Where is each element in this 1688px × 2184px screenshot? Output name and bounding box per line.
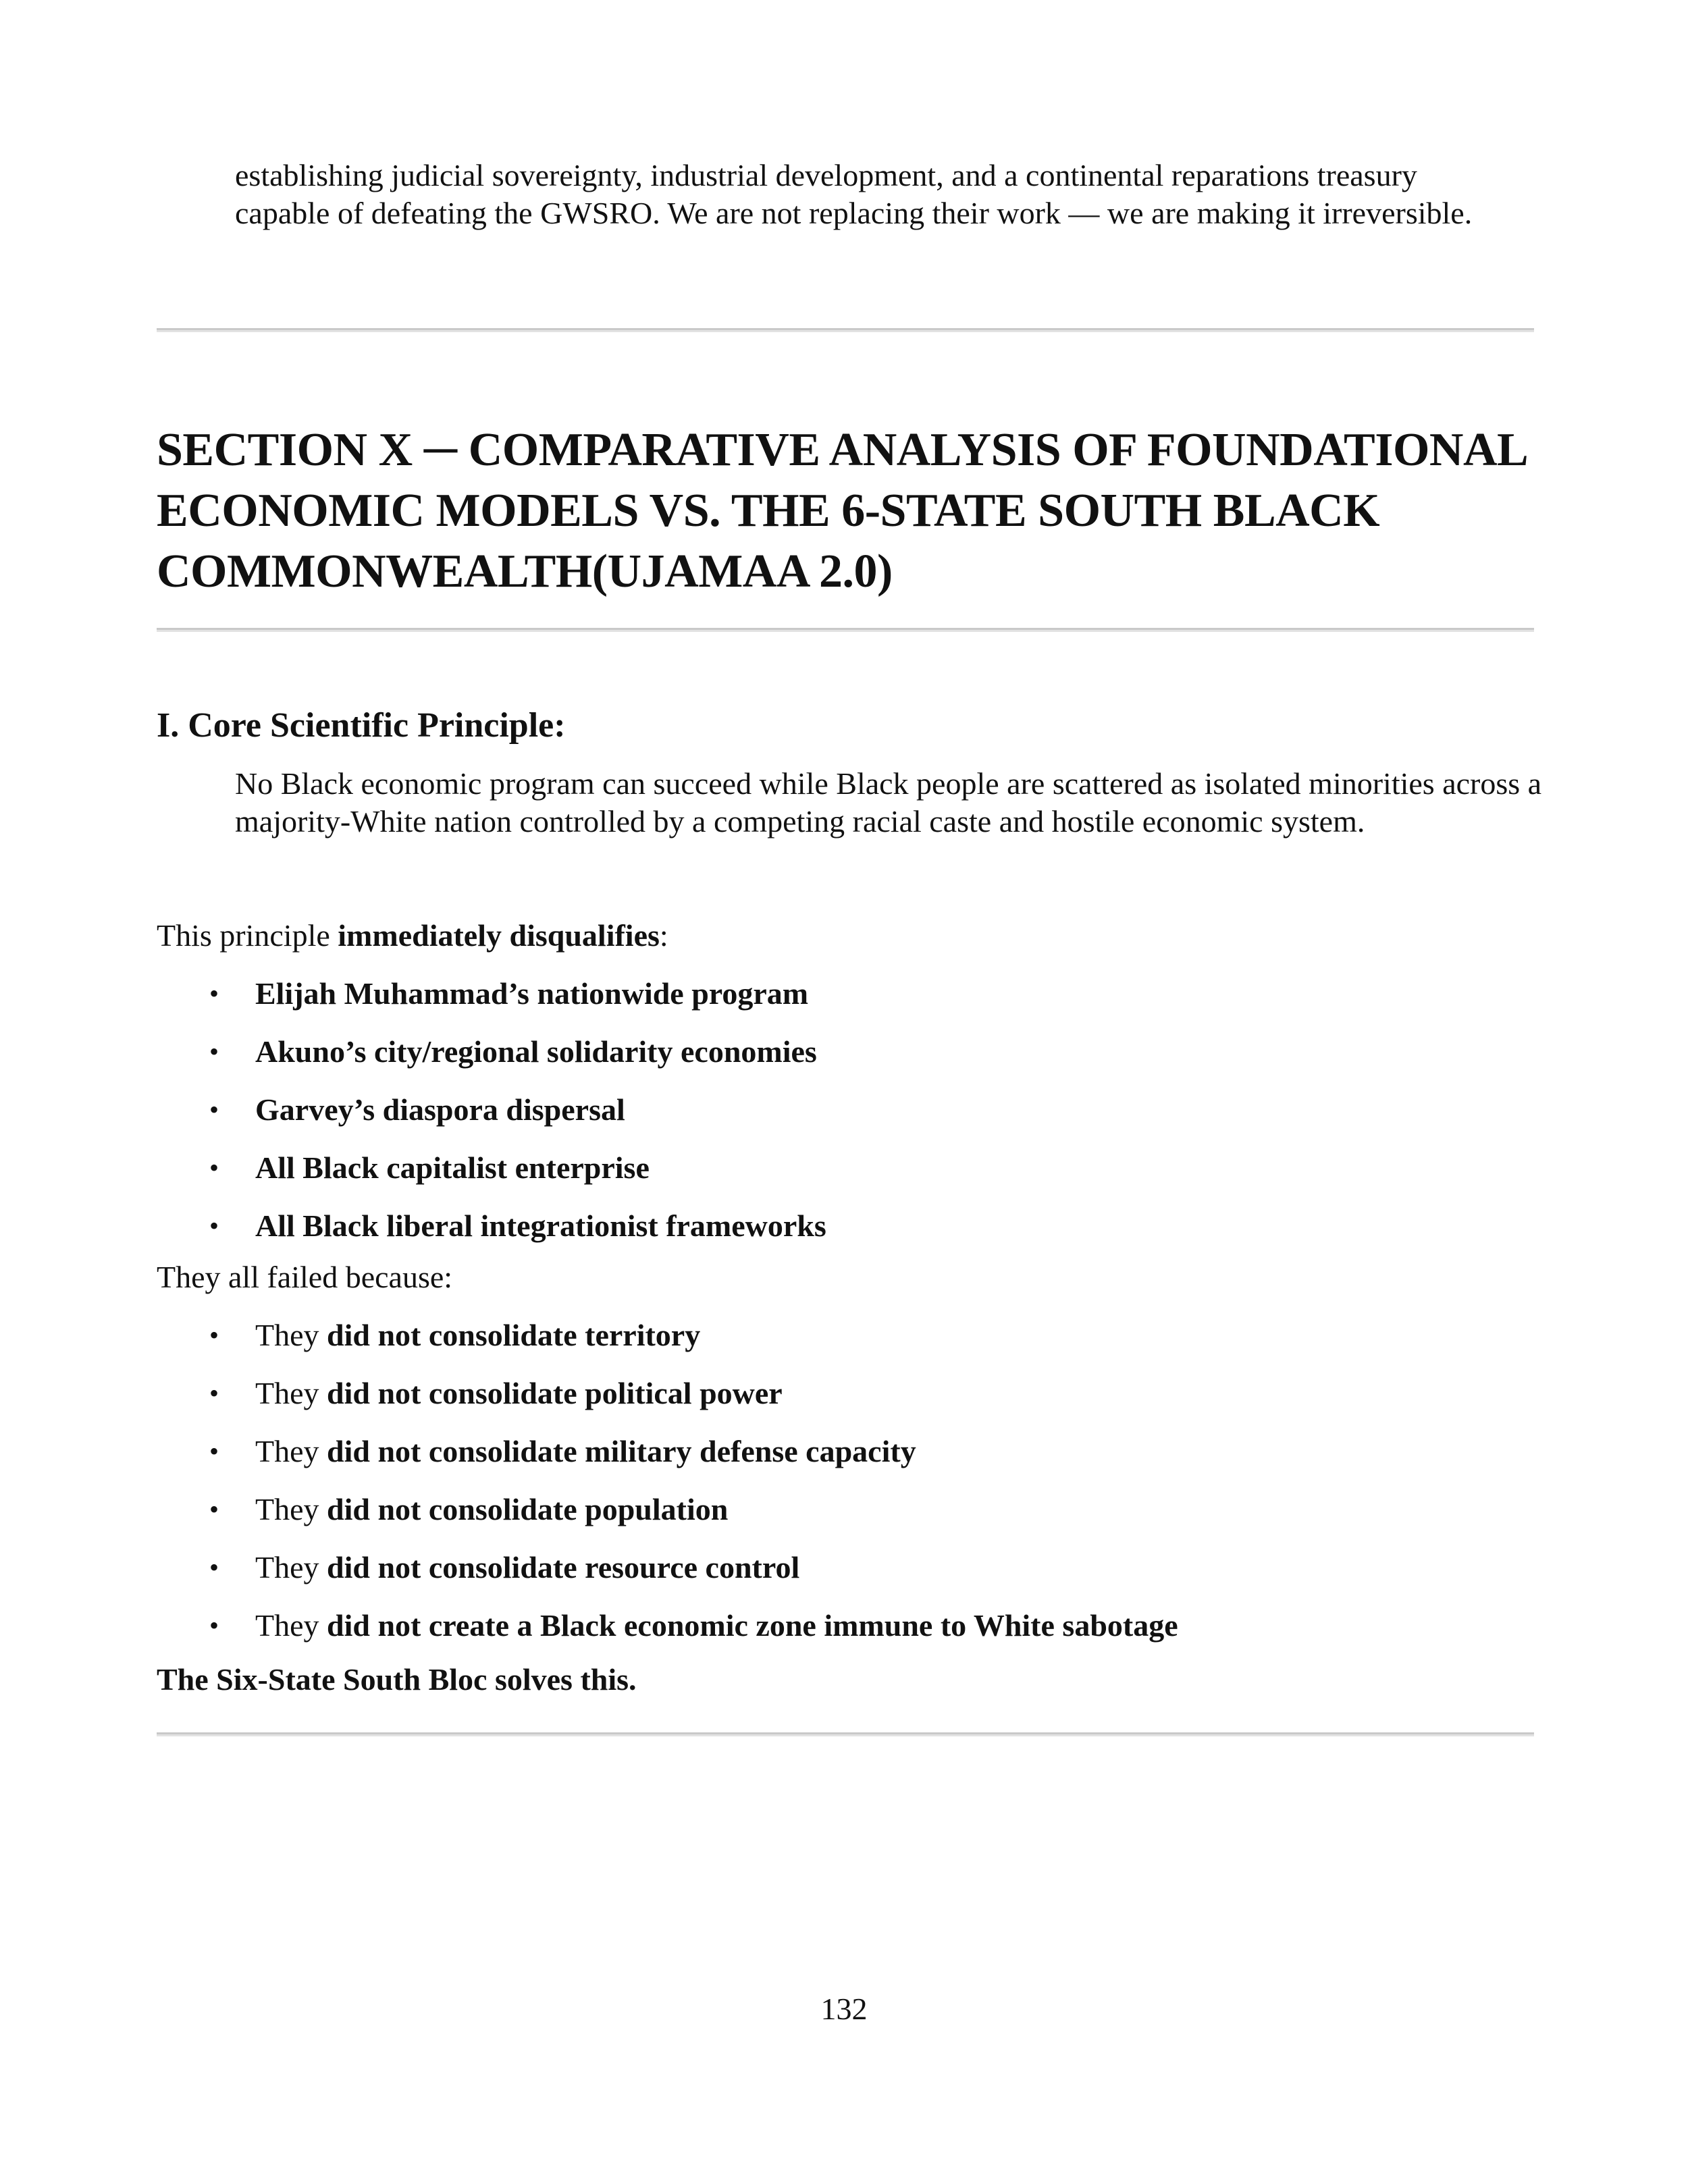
failed-reasons-list — [209, 1316, 1178, 1665]
horizontal-rule — [157, 1732, 1534, 1736]
bullet-icon: • — [209, 1436, 219, 1466]
list-item — [209, 1207, 826, 1265]
bullet-icon: • — [209, 1320, 219, 1350]
bullet-icon: • — [209, 1094, 219, 1125]
principle-paragraph: No Black economic program can succeed while Black people are scattered as isolated minorities across a majority-White nation controlled by a competing racial caste and hostile economic system. — [235, 766, 1542, 838]
list-item-text: Elijah Muhammad’s nationwide program — [255, 976, 809, 1011]
list-item-prefix: They — [255, 1434, 327, 1468]
bullet-icon: • — [209, 1152, 219, 1183]
list-item-text: did not create a Black economic zone immune to White sabotage — [327, 1608, 1178, 1643]
disqualifies-intro — [157, 917, 668, 955]
list-item-text: All Black liberal integrationist frameworks — [255, 1208, 826, 1243]
bullet-icon: • — [209, 1494, 219, 1524]
section-title: SECTION X ─ COMPARATIVE ANALYSIS OF FOUNDATIONAL ECONOMIC MODELS VS. THE 6-STATE SOUTH BLACK COMMONWEALTH(UJAMAA 2.0) — [157, 424, 1526, 597]
list-item — [209, 1433, 1178, 1491]
list-item-text: did not consolidate resource control — [327, 1550, 800, 1584]
list-item-text: did not consolidate population — [327, 1492, 729, 1526]
list-item-text: did not consolidate territory — [327, 1318, 701, 1352]
bullet-icon: • — [209, 1378, 219, 1408]
principle-heading: I. Core Scientific Principle: — [157, 706, 566, 745]
list-item — [209, 1607, 1178, 1665]
conclusion-statement: The Six-State South Bloc solves this. — [157, 1662, 637, 1697]
horizontal-rule — [157, 628, 1534, 632]
list-item — [209, 1091, 826, 1149]
failed-intro: They all failed because: — [157, 1260, 453, 1294]
list-item-prefix: They — [255, 1550, 327, 1584]
list-item — [209, 1549, 1178, 1607]
list-item — [209, 1375, 1178, 1433]
list-item-prefix: They — [255, 1608, 327, 1643]
list-item-prefix: They — [255, 1492, 327, 1526]
bullet-icon: • — [209, 978, 219, 1009]
bullet-icon: • — [209, 1610, 219, 1641]
intro-paragraph: establishing judicial sovereignty, industrial development, and a continental reparations treasury capable of defeating the GWSRO. We are not replacing their work — we are making it irreversible. — [235, 158, 1473, 230]
list-item-text: Akuno’s city/regional solidarity economies — [255, 1034, 817, 1069]
list-item-text: All Black capitalist enterprise — [255, 1150, 650, 1185]
list-item — [209, 1033, 826, 1091]
horizontal-rule — [157, 328, 1534, 332]
list-item — [209, 1149, 826, 1207]
disqualifies-bold: immediately disqualifies — [338, 918, 660, 953]
bullet-icon: • — [209, 1036, 219, 1067]
list-item — [209, 1316, 1178, 1375]
list-item-prefix: They — [255, 1376, 327, 1410]
list-item-prefix: They — [255, 1318, 327, 1352]
list-item — [209, 1491, 1178, 1549]
page-number: 132 — [820, 1992, 868, 2026]
bullet-icon: • — [209, 1552, 219, 1582]
list-item-text: did not consolidate military defense capacity — [327, 1434, 916, 1468]
bullet-icon: • — [209, 1210, 219, 1241]
list-item-text: did not consolidate political power — [327, 1376, 783, 1410]
disqualifies-prefix: This principle — [157, 918, 338, 953]
disqualifies-suffix: : — [659, 918, 668, 953]
list-item — [209, 975, 826, 1033]
disqualified-list — [209, 975, 826, 1265]
list-item-text: Garvey’s diaspora dispersal — [255, 1092, 625, 1127]
